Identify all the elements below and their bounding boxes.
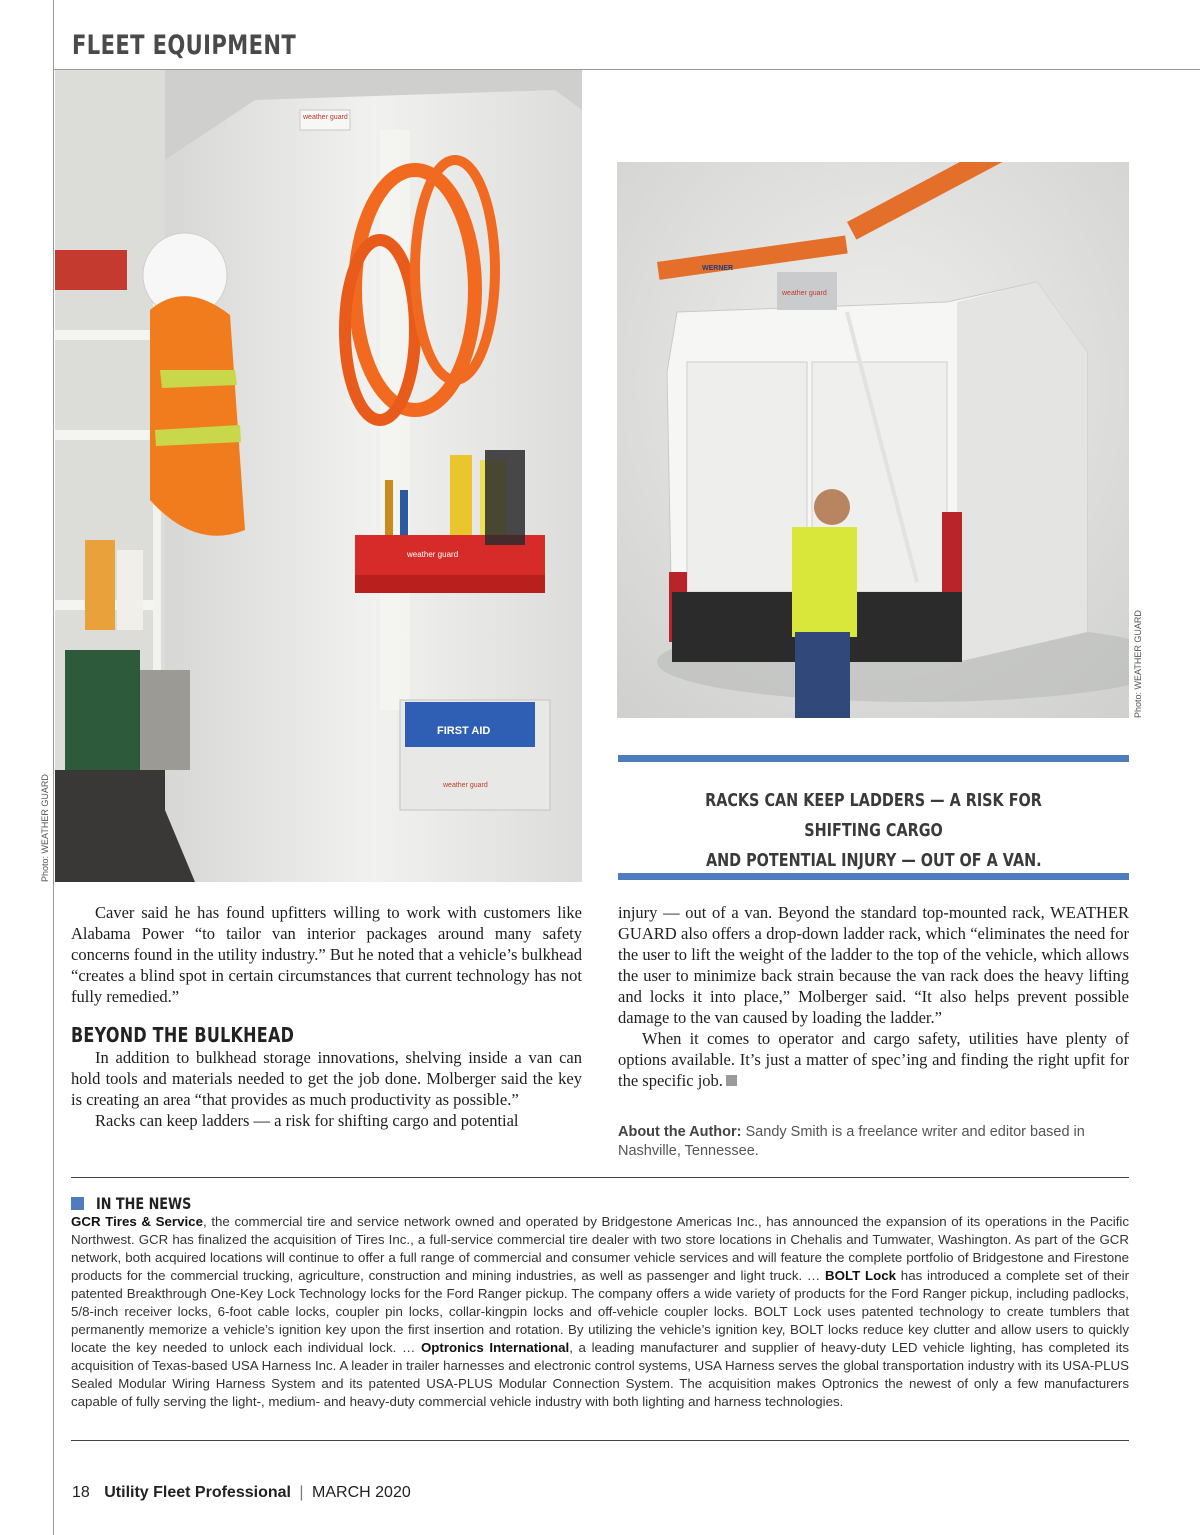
page-footer: [72, 1484, 411, 1502]
article-column-right: [618, 902, 1129, 1091]
about-author-text: Sandy Smith is a freelance writer and editor based in Nashville, Tennessee.: [618, 1124, 1085, 1159]
paragraph: injury — out of a van. Beyond the standard top-mounted rack, WEATHER GUARD also offers a drop-down ladder rack, which “eliminates the need for the user to lift the weight of the ladder to the top of the vehicle, which allows the user to minimize back strain because the van rack does the heavy lifting and locks it into place,” Molberger said. “It also helps prevent possible damage to the van caused by loading the ladder.”: [618, 903, 1129, 1027]
news-top-rule: [71, 1177, 1129, 1178]
magazine-title: Utility Fleet Professional: [104, 1484, 291, 1501]
news-item-text: , the commercial tire and service network owned and operated by Bridgestone Americas Inc., has announced the expansion of its operations in the Pacific Northwest. GCR has finalized the acquisition of Tires Inc., a full-service commercial tire dealer with two store locations in Chehalis and Tumwater, Washington. As part of the GCR network, both acquired locations will continue to offer a full range of commercial and consumer vehicle services and will feature the complete portfolio of Bridgestone and Firestone products for the commercial trucking, agriculture, construction and mining industries, as well as passenger and light truck. …: [71, 1214, 1130, 1283]
brand-mark: weather guard: [407, 550, 459, 559]
photo-credit: Photo: WEATHER GUARD: [40, 774, 50, 882]
news-body: [71, 1213, 1129, 1411]
page-number: 18: [72, 1484, 90, 1501]
paragraph: Caver said he has found upfitters willing to work with customers like Alabama Power “to tailor van interior packages around many safety concerns found in the utility industry.” But he noted that a vehicle’s bulkhead “creates a blind spot in certain circumstances that current technology has not fully remedied.”: [71, 903, 582, 1006]
about-the-author: [618, 1123, 1129, 1161]
pull-quote-line: RACKS CAN KEEP LADDERS — A RISK FOR SHIFTING CARGO: [705, 790, 1042, 841]
news-company-name: GCR Tires & Service: [71, 1214, 203, 1229]
news-label: IN THE NEWS: [96, 1193, 192, 1213]
brand-mark: weather guard: [303, 114, 348, 121]
page-margin-rule: [53, 0, 54, 1535]
brand-mark: weather guard: [443, 782, 488, 789]
paragraph-text: When it comes to operator and cargo safety, utilities have plenty of options available. It’s just a matter of spec’ing and finding the right upfit for the specific job.: [618, 1029, 1129, 1090]
news-company-name: BOLT Lock: [825, 1268, 897, 1283]
brand-mark: weather guard: [782, 290, 827, 297]
news-item-text: has introduced a complete set of their patented Breakthrough One-Key Lock Technology locks for the Ford Ranger pickup. The company offers a wide variety of products for the Ford Ranger pickup, including padlocks, 5/8-inch receiver locks, 6-foot cable locks, coupler pin locks, collar-kingpin locks and off-vehicle coupler locks. BOLT Lock uses patented technology to create tumblers that permanently memorize a vehicle’s ignition key upon the first insertion and rotation. By utilizing the vehicle’s ignition key, BOLT locks reduce key clutter and allow users to quickly locate the key needed to unlock each individual lock. …: [71, 1268, 1130, 1355]
about-author-label: About the Author:: [618, 1124, 742, 1140]
first-aid-box-label: FIRST AID: [437, 725, 491, 737]
news-square-icon: [71, 1197, 84, 1210]
paragraph: [618, 1028, 1129, 1091]
paragraph: In addition to bulkhead storage innovations, shelving inside a van can hold tools and materials needed to get the job done. Molberger said the key is creating an area “that provides as much productivity as possible.”: [71, 1048, 582, 1109]
bulkhead-photo: [55, 70, 582, 882]
news-bottom-rule: [71, 1440, 1129, 1441]
paragraph: Racks can keep ladders — a risk for shifting cargo and potential: [95, 1111, 519, 1130]
end-of-story-mark: [726, 1075, 737, 1086]
pull-quote-line: AND POTENTIAL INJURY — OUT OF A VAN.: [705, 850, 1042, 871]
subheading: BEYOND THE BULKHEAD: [71, 1023, 295, 1047]
pull-quote-top-rule: [618, 755, 1129, 762]
ladder-label: WERNER: [702, 265, 734, 272]
pull-quote: [618, 786, 1129, 876]
article-column-left: [71, 902, 582, 1131]
issue-date: MARCH 2020: [312, 1484, 411, 1501]
footer-separator: |: [299, 1484, 304, 1501]
bulkhead-illustration: [55, 70, 582, 882]
section-label: FLEET EQUIPMENT: [72, 30, 297, 61]
news-heading: [71, 1195, 215, 1211]
van-ladder-rack-photo: [617, 162, 1129, 718]
van-illustration: [617, 162, 1129, 718]
pull-quote-bottom-rule: [618, 873, 1129, 880]
news-company-name: Optronics International: [420, 1340, 570, 1355]
photo-credit: Photo: WEATHER GUARD: [1133, 610, 1143, 718]
news-item-text: , a leading manufacturer and supplier of heavy-duty LED vehicle lighting, has completed its acquisition of Texas-based USA Harness Inc. A leader in trailer harnesses and electronic control systems, USA Harness serves the global transportation industry with its USA-PLUS Sealed Modular Wiring Harness System and its patented USA-PLUS Modular Connection System. The acquisition makes Optronics the newest of only a few manufacturers capable of fully serving the light-, medium- and heavy-duty commercial vehicle industry with both lighting and harness technologies.: [71, 1340, 1129, 1409]
